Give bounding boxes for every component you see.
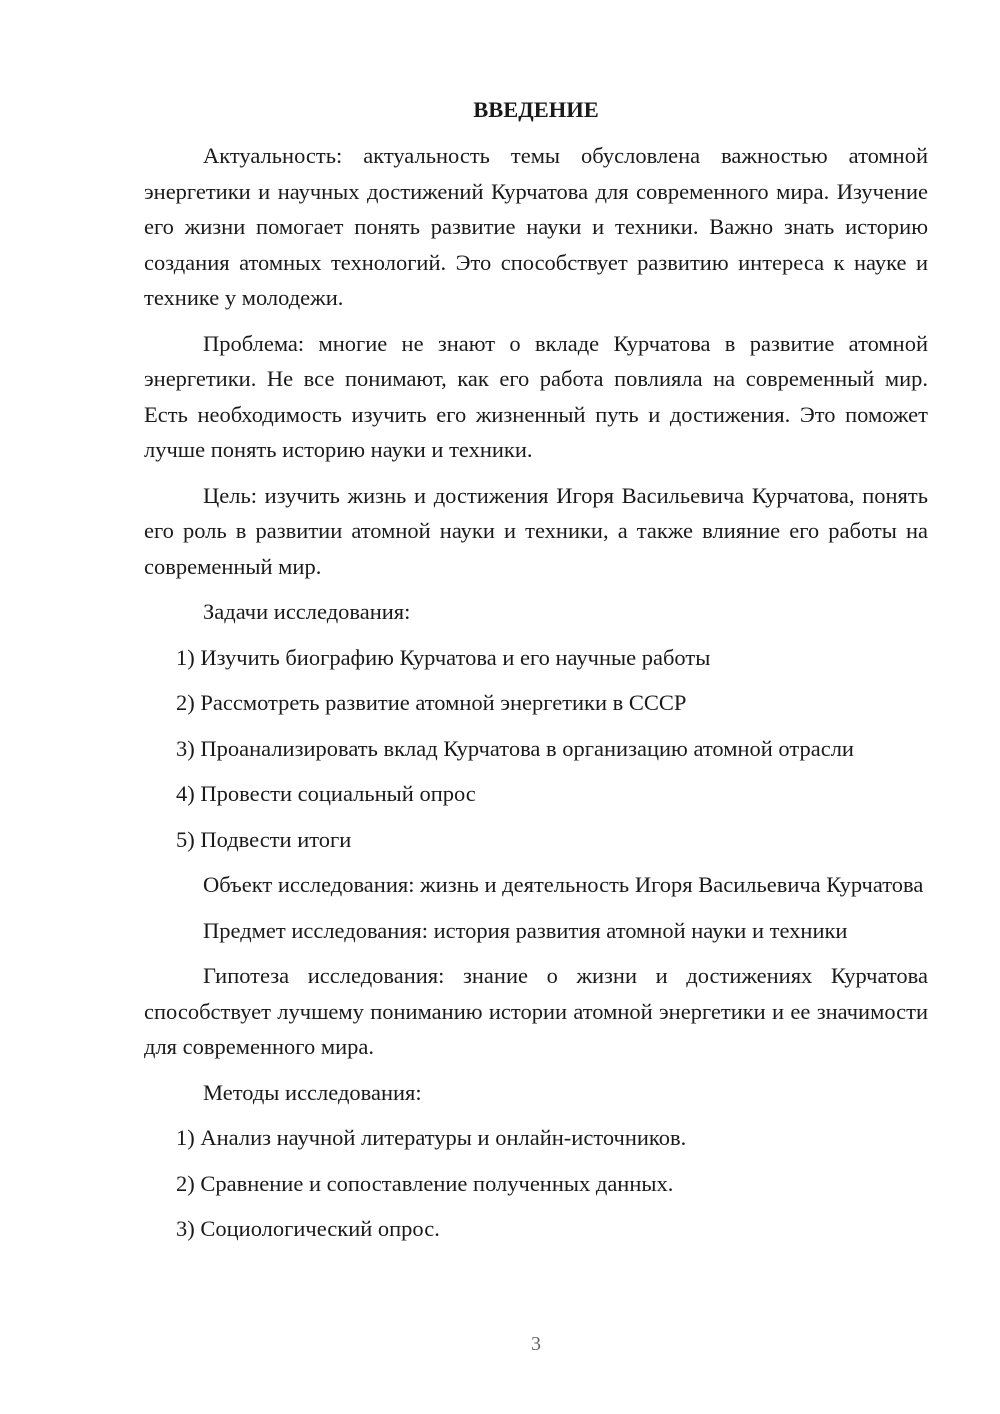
task-item: 3) Проанализировать вклад Курчатова в организацию атомной отрасли: [176, 735, 854, 761]
method-item: 2) Сравнение и сопоставление полученных данных.: [176, 1170, 674, 1196]
problem-paragraph: Проблема: многие не знают о вкладе Курчатова в развитие атомной энергетики. Не все понимают, как его работа повлияла на современный мир. Есть необходимость изучить его жизненный путь и достижения. Это поможет лучше понять историю науки и техники.: [144, 330, 928, 462]
methods-heading: Методы исследования:: [203, 1079, 422, 1105]
method-item: 3) Социологический опрос.: [176, 1216, 440, 1241]
subject-paragraph: Предмет исследования: история развития атомной науки и техники: [203, 917, 848, 943]
goal-paragraph: Цель: изучить жизнь и достижения Игоря Васильевича Курчатова, понять его роль в развитии атомной науки и техники, а также влияние его работы на современный мир.: [144, 482, 928, 579]
task-item: 2) Рассмотреть развитие атомной энергетики в СССР: [176, 690, 687, 715]
section-title: ВВЕДЕНИЕ: [473, 97, 599, 122]
method-item: 1) Анализ научной литературы и онлайн-источников.: [176, 1125, 687, 1150]
document-page: [144, 92, 928, 1257]
task-item: 5) Подвести итоги: [176, 826, 352, 852]
task-item: 4) Провести социальный опрос: [176, 781, 476, 806]
object-paragraph: Объект исследования: жизнь и деятельность Игоря Васильевича Курчатова: [203, 872, 924, 897]
hypothesis-paragraph: Гипотеза исследования: знание о жизни и достижениях Курчатова способствует лучшему пониманию истории атомной энергетики и ее значимости для современного мира.: [144, 963, 928, 1059]
page-number: 3: [531, 1333, 541, 1355]
tasks-heading: Задачи исследования:: [203, 599, 411, 624]
task-item: 1) Изучить биографию Курчатова и его научные работы: [176, 644, 711, 670]
relevance-paragraph: Актуальность: актуальность темы обусловлена важностью атомной энергетики и научных достижений Курчатова для современного мира. Изучение его жизни помогает понять развитие науки и техники. Важно знать историю создания атомных технологий. Это способствует развитию интереса к науке и технике у молодежи.: [144, 143, 928, 310]
